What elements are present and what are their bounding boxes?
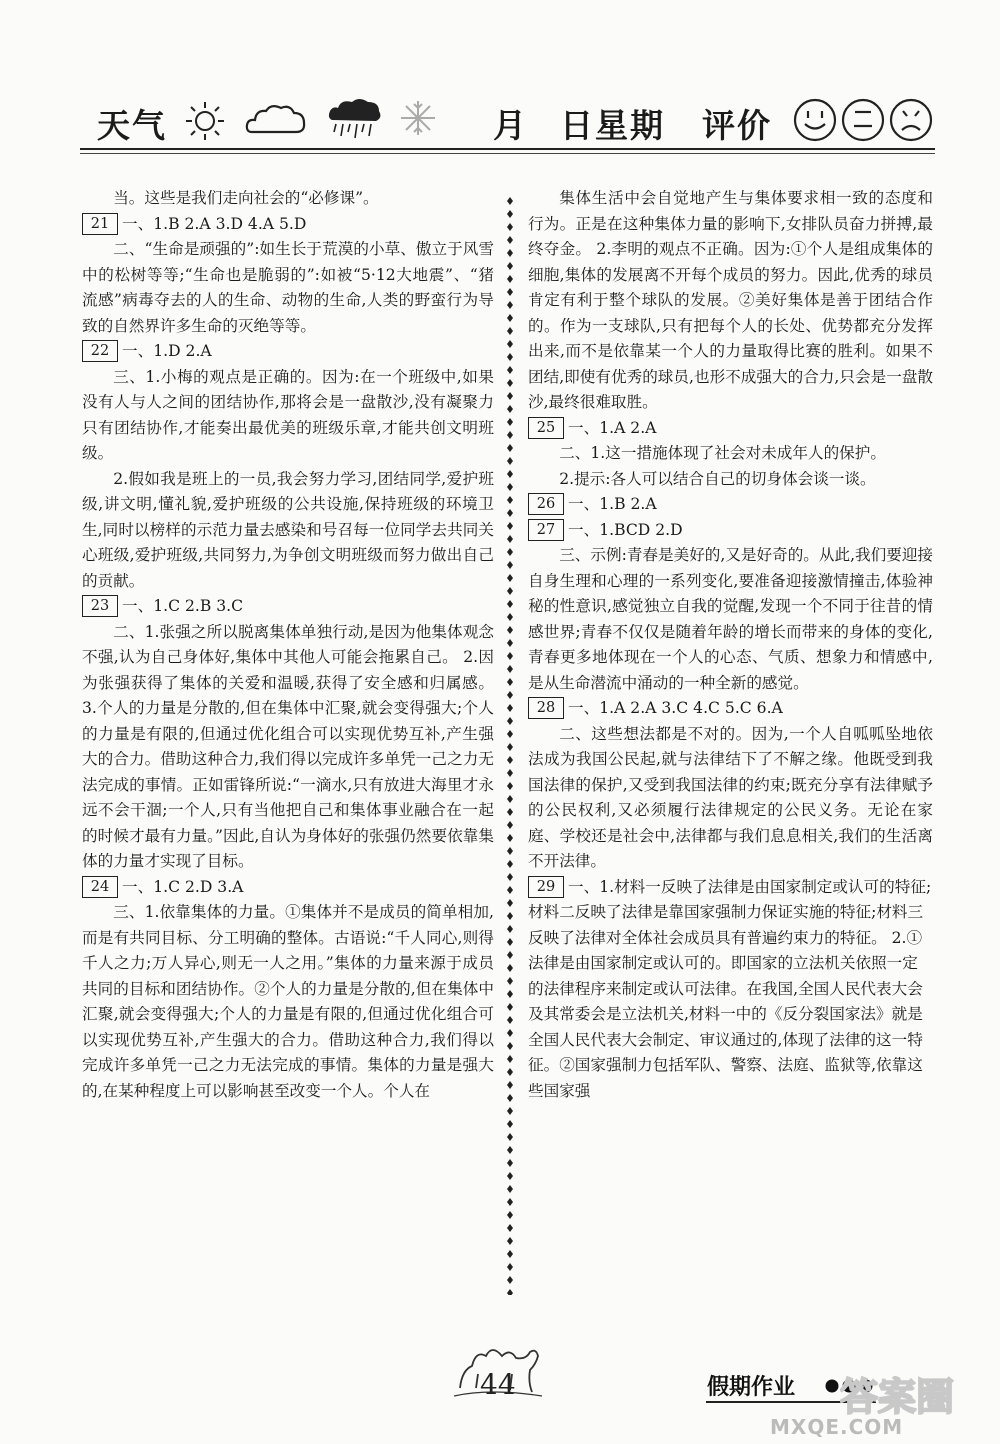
divider-diamond <box>507 1172 513 1180</box>
divider-diamond <box>507 821 513 829</box>
left-intro: 当。这些是我们走向社会的“必修课”。 <box>113 189 379 207</box>
divider-diamond <box>507 1263 513 1271</box>
answer-paragraph: 二、1.这一措施体现了社会对未成年人的保护。 <box>559 444 886 462</box>
divider-diamond <box>507 535 513 543</box>
divider-diamond <box>507 743 513 751</box>
divider-diamond <box>507 1185 513 1193</box>
divider-diamond <box>507 704 513 712</box>
divider-diamond <box>507 652 513 660</box>
answer-paragraph: 二、这些想法都是不对的。因为,一个人自呱呱坠地依法成为我国公民起,就与法律结下了不解之缘。他既受到我国法律的保护,又受到我国法律的约束;既充分享有法律赋予的公民权利,又必须履行法律规定的公民义务。无论在家庭、学校还是社会中,法律都与我们息息相关,我们的生活离不开法律。 <box>528 724 933 870</box>
answer-line: 一、1.C 2.D 3.A <box>122 877 244 896</box>
divider-diamond <box>507 548 513 556</box>
divider-diamond <box>507 223 513 231</box>
divider-diamond <box>507 288 513 296</box>
divider-diamond <box>507 379 513 387</box>
divider-diamond <box>507 717 513 725</box>
answer-paragraph: 二、1.张强之所以脱离集体单独行动,是因为他集体观念不强,认为自己身体好,集体中其他人可能会拖累自己。 2.因为张强获得了集体的关爱和温暖,获得了安全感和归属感。 3.个人的力量是分散的,但在集体中汇聚,就会变得强大;个人的力量是有限的,但通过优化组合可以实现优势互补,产生强大的合力。借助这种合力,我们得以完成许多单凭一己之力无法完成的事情。正如雷锋所说:“一滴水,只有放进大海里才永远不会干涸;一个人,只有当他把自己和集体事业融合在一起的时候才最有力量。”因此,自认为身体好的张强仍然要依靠集体的力量才实现了目标。 <box>82 622 494 870</box>
divider-diamond <box>507 912 513 920</box>
section-first-line <box>528 518 933 544</box>
divider-diamond <box>507 1016 513 1024</box>
divider-diamond <box>507 1042 513 1050</box>
header-rule-thin <box>80 153 935 154</box>
divider-diamond <box>507 691 513 699</box>
divider-diamond <box>507 483 513 491</box>
divider-diamond <box>507 262 513 270</box>
section-first-line <box>528 696 933 722</box>
divider-diamond <box>507 1107 513 1115</box>
page-number-box: 25 <box>528 417 564 439</box>
divider-diamond <box>507 236 513 244</box>
section-first-line <box>528 875 933 1105</box>
divider-diamond <box>507 1055 513 1063</box>
divider-diamond <box>507 1081 513 1089</box>
divider-diamond <box>507 951 513 959</box>
answer-section <box>82 339 494 594</box>
divider-diamond <box>507 1159 513 1167</box>
section-first-line <box>82 339 494 365</box>
section-first-line <box>82 212 494 238</box>
divider-diamond <box>507 925 513 933</box>
answer-line: 一、1.B 2.A 3.D 4.A 5.D <box>122 214 307 233</box>
divider-diamond <box>507 1003 513 1011</box>
section-first-line <box>82 594 494 620</box>
divider-diamond <box>507 1120 513 1128</box>
answer-line: 一、1.D 2.A <box>122 342 212 360</box>
answer-paragraph: 三、示例:青春是美好的,又是好奇的。从此,我们要迎接自身生理和心理的一系列变化,要准备迎接激情撞击,体验神秘的性意识,感觉独立自我的觉醒,发现一个不同于往昔的情感世界;青春不仅仅是随着年龄的增长而带来的身体的变化,青春更多地体现在一个人的心态、气质、想象力和情感中,是从生命潜流中涌动的一种全新的感觉。 <box>528 546 934 692</box>
weather-label: 天气 <box>97 106 167 145</box>
divider-diamond <box>507 1198 513 1206</box>
divider-diamond <box>507 899 513 907</box>
divider-diamond <box>507 886 513 894</box>
answer-section <box>528 416 933 493</box>
neutral-face-icon <box>840 97 886 143</box>
divider-diamond <box>507 522 513 530</box>
divider-diamond <box>507 314 513 322</box>
divider-diamond <box>507 210 513 218</box>
divider-diamond <box>507 769 513 777</box>
page-number-box: 22 <box>82 340 118 362</box>
sun-icon <box>183 100 227 142</box>
divider-diamond <box>507 457 513 465</box>
page-number-box: 21 <box>82 213 118 235</box>
divider-diamond <box>507 847 513 855</box>
answer-line: 一、1.B 2.A <box>568 495 657 513</box>
divider-diamond <box>507 366 513 374</box>
divider-diamond <box>507 1068 513 1076</box>
section-first-line <box>528 416 933 442</box>
divider-diamond <box>507 613 513 621</box>
answer-line: 一、1.A 2.A <box>568 418 657 437</box>
answer-line: 一、1.C 2.B 3.C <box>122 597 244 615</box>
divider-diamond <box>507 249 513 257</box>
answer-section <box>528 492 933 518</box>
divider-diamond <box>507 730 513 738</box>
column-divider <box>506 195 514 1295</box>
divider-diamond <box>507 1224 513 1232</box>
divider-diamond <box>507 574 513 582</box>
divider-diamond <box>507 431 513 439</box>
divider-diamond <box>507 197 513 205</box>
rain-cloud-icon <box>326 96 384 144</box>
watermark-url: MXQE.COM <box>770 1415 904 1439</box>
answer-section <box>528 875 933 1105</box>
header-rule <box>80 148 935 150</box>
frown-face-icon <box>888 97 934 143</box>
rating-label: 评价 <box>702 106 772 145</box>
answer-paragraph: 三、1.依靠集体的力量。①集体并不是成员的简单相加,而是有共同目标、分工明确的整体。古语说:“千人同心,则得千人之力;万人异心,则无一人之用。”集体的力量来源于成员共同的目标和团结协作。②个人的力量是分散的,但在集体中汇聚,就会变得强大;个人的力量是有限的,但通过优化组合可以实现优势互补,产生强大的合力。借助这种合力,我们得以完成许多单凭一己之力无法完成的事情。集体的力量是强大的,在某种程度上可以影响甚至改变一个人。个人在 <box>82 903 494 1100</box>
divider-diamond <box>507 561 513 569</box>
divider-diamond <box>507 795 513 803</box>
answer-section <box>82 594 494 875</box>
day-week-label: 日星期 <box>560 106 665 145</box>
snowflake-icon <box>398 98 438 138</box>
answer-line: 一、1.BCD 2.D <box>568 520 683 539</box>
divider-diamond <box>507 782 513 790</box>
divider-diamond <box>507 873 513 881</box>
divider-diamond <box>507 756 513 764</box>
divider-diamond <box>507 938 513 946</box>
divider-diamond <box>507 1211 513 1219</box>
divider-diamond <box>507 1250 513 1258</box>
divider-diamond <box>507 639 513 647</box>
answer-paragraph: 2.提示:各人可以结合自己的切身体会谈一谈。 <box>559 469 876 488</box>
left-sections <box>82 212 494 1105</box>
page-number-box: 28 <box>528 697 564 719</box>
divider-diamond <box>507 626 513 634</box>
divider-diamond <box>507 678 513 686</box>
divider-diamond <box>507 1289 513 1295</box>
answer-section <box>528 518 933 697</box>
divider-diamond <box>507 470 513 478</box>
divider-diamond <box>507 392 513 400</box>
answer-paragraph: 二、“生命是顽强的”:如生长于荒漠的小草、傲立于风雪中的松树等等;“生命也是脆弱的”:如被“5·12大地震”、“猪流感”病毒夺去的人的生命、动物的生命,人类的野蛮行为导致的自然界许多生命的灭绝等等。 <box>82 240 494 335</box>
answer-section <box>82 212 494 340</box>
divider-diamond <box>507 353 513 361</box>
divider-diamond <box>507 1133 513 1141</box>
smile-face-icon <box>792 97 838 143</box>
divider-diamond <box>507 977 513 985</box>
divider-diamond <box>507 1094 513 1102</box>
right-sections <box>528 416 933 1105</box>
answer-paragraph: 三、1.小梅的观点是正确的。因为:在一个班级中,如果没有人与人之间的团结协作,那将会是一盘散沙,没有凝聚力只有团结协作,才能奏出最优美的班级乐章,才能共创文明班级。 <box>82 367 494 462</box>
divider-diamond <box>507 327 513 335</box>
holiday-homework-badge: 假期作业 <box>707 1375 796 1400</box>
divider-diamond <box>507 405 513 413</box>
divider-diamond <box>507 600 513 608</box>
divider-diamond <box>507 990 513 998</box>
divider-diamond <box>507 665 513 673</box>
divider-diamond <box>507 275 513 283</box>
section-first-line <box>528 492 933 518</box>
answer-paragraph: 2.假如我是班上的一员,我会努力学习,团结同学,爱护班级,讲文明,懂礼貌,爱护班级的公共设施,保持班级的环境卫生,同时以榜样的示范力量去感染和号召每一位同学去共同关心班级,爱护班级,共同努力,为争创文明班级而努力做出自己的贡献。 <box>82 469 494 590</box>
divider-diamond <box>507 860 513 868</box>
divider-diamond <box>507 301 513 309</box>
page-header <box>0 0 1000 160</box>
answer-line: 一、1.材料一反映了法律是由国家制定或认可的特征;材料二反映了法律是靠国家强制力保证实施的特征;材料三反映了法律对全体社会成员具有普遍约束力的特征。 2.①法律是由国家制定或认可的。即国家的立法机关依照一定的法律程序来制定或认可法律。在我国,全国人民代表大会及其常委会是立法机关,材料一中的《反分裂国家法》就是全国人民代表大会制定、审议通过的,体现了法律的这一特征。②国家强制力包括军队、警察、法庭、监狱等,依靠这些国家强 <box>528 877 932 1100</box>
divider-diamond <box>507 340 513 348</box>
divider-diamond <box>507 496 513 504</box>
answer-section <box>82 875 494 1105</box>
page-number-box: 24 <box>82 876 118 898</box>
divider-diamond <box>507 444 513 452</box>
divider-diamond <box>507 1146 513 1154</box>
section-first-line <box>82 875 494 901</box>
svg-text:答案圈: 答案圈 <box>840 1375 955 1419</box>
right-column <box>528 186 933 1104</box>
divider-diamond <box>507 834 513 842</box>
divider-diamond <box>507 587 513 595</box>
page-number-box: 27 <box>528 519 564 541</box>
month-label: 月 <box>493 106 528 145</box>
watermark-logo <box>840 1370 990 1420</box>
left-column <box>82 186 494 1104</box>
divider-diamond <box>507 1276 513 1284</box>
divider-diamond <box>507 808 513 816</box>
cloud-icon <box>244 100 308 140</box>
divider-diamond <box>507 964 513 972</box>
answer-section <box>528 696 933 875</box>
answer-line: 一、1.A 2.A 3.C 4.C 5.C 6.A <box>568 699 783 717</box>
divider-diamond <box>507 418 513 426</box>
divider-diamond <box>507 1029 513 1037</box>
page-number: 44 <box>480 1368 516 1401</box>
page-number-box: 26 <box>528 493 564 515</box>
right-intro: 集体生活中会自觉地产生与集体要求相一致的态度和行为。正是在这种集体力量的影响下,女排队员奋力拼搏,最终夺金。 2.李明的观点不正确。因为:①个人是组成集体的细胞,集体的发展离不开每个成员的努力。因此,优秀的球员肯定有利于整个球队的发展。②美好集体是善于团结合作的。作为一支球队,只有把每个人的长处、优势都充分发挥出来,而不是依靠某一个人的力量取得比赛的胜利。如果不团结,即使有优秀的球员,也形不成强大的合力,只会是一盘散沙,最终很难取胜。 <box>528 189 933 411</box>
page-number-box: 23 <box>82 595 118 617</box>
divider-diamond <box>507 1237 513 1245</box>
page-number-box: 29 <box>528 876 564 898</box>
divider-diamond <box>507 509 513 517</box>
